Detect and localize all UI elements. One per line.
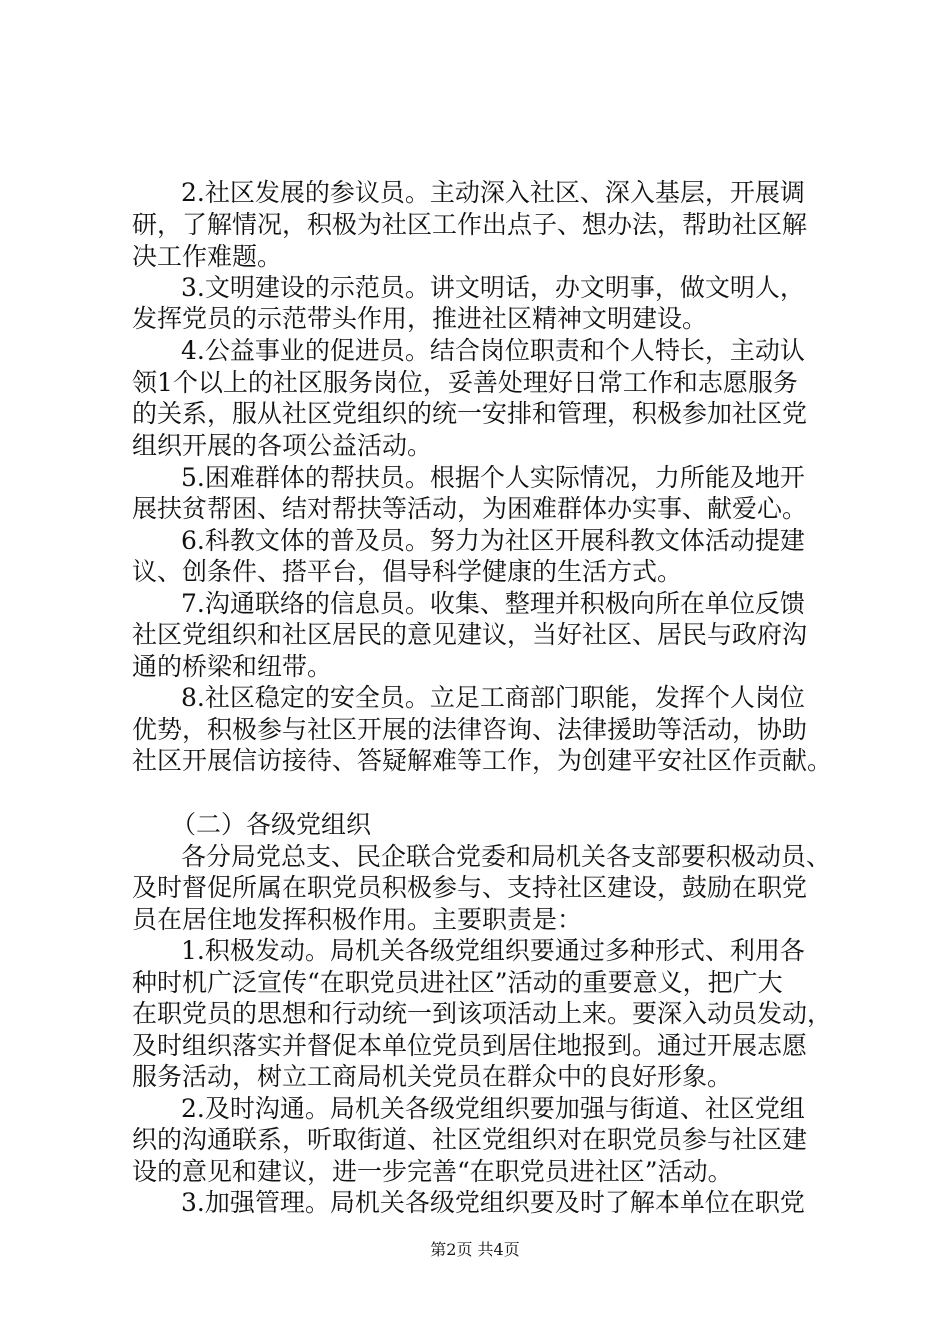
paragraph-line: 决工作难题。 xyxy=(132,242,283,271)
paragraph-line: 在职党员的思想和行动统一到该项活动上来。要深入动员发动， xyxy=(132,999,833,1028)
paragraph-line: 6.科教文体的普及员。努力为社区开展科教文体活动提建 xyxy=(181,526,805,555)
paragraph-line: 8.社区稳定的安全员。立足工商部门职能，发挥个人岗位 xyxy=(181,683,805,712)
section-heading: （二）各级党组织 xyxy=(171,810,372,839)
paragraph-line: 3.文明建设的示范员。讲文明话，办文明事，做文明人， xyxy=(181,273,805,302)
paragraph-line: 展扶贫帮困、结对帮扶等活动，为困难群体办实事、献爱心。 xyxy=(132,494,808,523)
paragraph-line: 设的意见和建议，进一步完善“在职党员进社区”活动。 xyxy=(132,1157,733,1186)
paragraph-line: 1.积极发动。局机关各级党组织要通过多种形式、利用各 xyxy=(181,936,805,965)
paragraph-line: 组织开展的各项公益活动。 xyxy=(132,431,433,460)
paragraph-line: 5.困难群体的帮扶员。根据个人实际情况，力所能及地开 xyxy=(181,463,805,492)
paragraph-line: 2.社区发展的参议员。主动深入社区、深入基层，开展调 xyxy=(181,178,805,207)
paragraph-line: 4.公益事业的促进员。结合岗位职责和个人特长，主动认 xyxy=(181,336,805,365)
page-footer: 第2页 共4页 xyxy=(430,1240,520,1259)
paragraph-line: 服务活动，树立工商局机关党员在群众中的良好形象。 xyxy=(132,1062,733,1091)
paragraph-line: 及时督促所属在职党员积极参与、支持社区建设，鼓励在职党 xyxy=(132,873,808,902)
paragraph-line: 7.沟通联络的信息员。收集、整理并积极向所在单位反馈 xyxy=(181,589,805,618)
paragraph-line: 3.加强管理。局机关各级党组织要及时了解本单位在职党 xyxy=(181,1188,805,1217)
paragraph-line: 的关系，服从社区党组织的统一安排和管理，积极参加社区党 xyxy=(132,399,808,428)
paragraph-line: 社区开展信访接待、答疑解难等工作，为创建平安社区作贡献。 xyxy=(132,746,833,775)
paragraph-line: 织的沟通联系，听取街道、社区党组织对在职党员参与社区建 xyxy=(132,1125,808,1154)
paragraph-line: 种时机广泛宣传“在职党员进社区”活动的重要意义，把广大 xyxy=(132,968,783,997)
paragraph-line: 2.及时沟通。局机关各级党组织要加强与街道、社区党组 xyxy=(181,1094,805,1123)
paragraph-line: 议、创条件、搭平台，倡导科学健康的生活方式。 xyxy=(132,557,683,586)
paragraph-line: 领1个以上的社区服务岗位，妥善处理好日常工作和志愿服务 xyxy=(132,368,798,397)
paragraph-line: 及时组织落实并督促本单位党员到居住地报到。通过开展志愿 xyxy=(132,1031,808,1060)
paragraph-line: 研，了解情况，积极为社区工作出点子、想办法，帮助社区解 xyxy=(132,210,808,239)
paragraph-line: 社区党组织和社区居民的意见建议，当好社区、居民与政府沟 xyxy=(132,620,808,649)
paragraph-line: 通的桥梁和纽带。 xyxy=(132,652,333,681)
paragraph-line: 各分局党总支、民企联合党委和局机关各支部要积极动员、 xyxy=(181,842,832,871)
paragraph-line: 优势，积极参与社区开展的法律咨询、法律援助等活动，协助 xyxy=(132,715,808,744)
paragraph-line: 发挥党员的示范带头作用，推进社区精神文明建设。 xyxy=(132,304,708,333)
paragraph-line: 员在居住地发挥积极作用。主要职责是： xyxy=(132,905,583,934)
